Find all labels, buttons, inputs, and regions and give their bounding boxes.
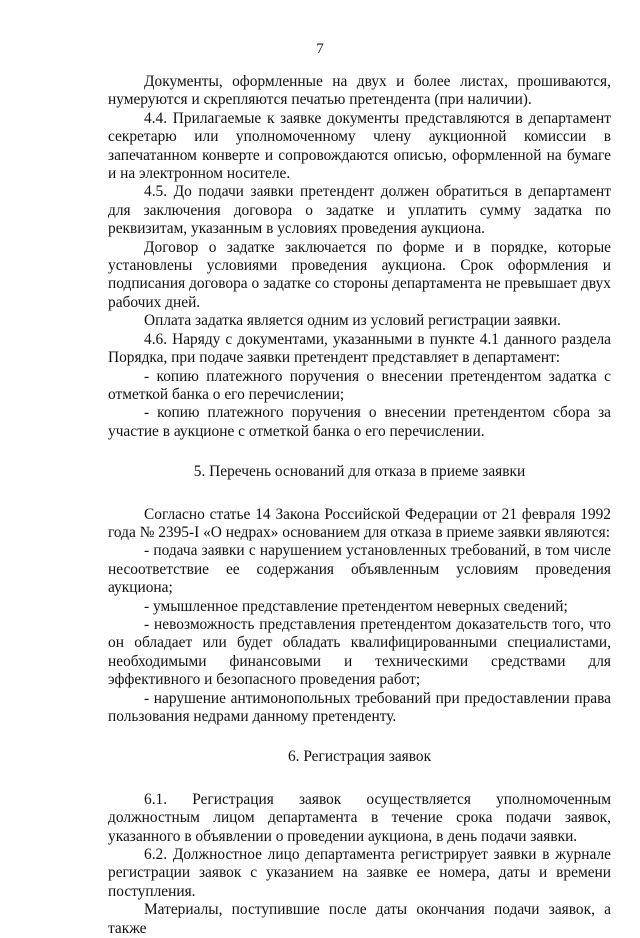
list-item: - подача заявки с нарушением установленных требований, в том числе несоответствие ее содержания объявленным условиям проведения аукциона;	[108, 542, 611, 597]
paragraph: Документы, оформленные на двух и более листах, прошиваются, нумеруются и скрепляются печатью претендента (при наличии).	[108, 73, 611, 109]
list-item: - копию платежного поручения о внесении претендентом задатка с отметкой банка о его перечислении;	[108, 367, 611, 403]
list-item: - копию платежного поручения о внесении претендентом сбора за участие в аукционе с отметкой банка о его перечислении.	[108, 404, 611, 440]
paragraph: 4.6. Наряду с документами, указанными в пункте 4.1 данного раздела Порядка, при подаче заявки претендент представляет в департамент:	[108, 330, 611, 367]
list-item: - умышленное представление претендентом неверных сведений;	[144, 597, 568, 615]
page-number: 7	[316, 41, 324, 57]
section-heading: 6. Регистрация заявок	[287, 748, 432, 766]
paragraph: Договор о задатке заключается по форме и в порядке, которые установлены условиями проведения аукциона. Срок оформления и подписания договора о задатке со стороны департамента не превышает двух рабочих дней.	[108, 238, 611, 311]
document-body	[108, 73, 611, 938]
paragraph: Согласно статье 14 Закона Российской Федерации от 21 февраля 1992 года № 2395-I «О недрах» основанием для отказа в приеме заявки являются:	[108, 505, 611, 541]
section-heading: 5. Перечень оснований для отказа в приеме заявки	[193, 463, 526, 481]
paragraph: 4.4. Прилагаемые к заявке документы представляются в департамент секретарю или уполномоченному члену аукционной комиссии в запечатанном конверте и сопровождаются описью, оформленной на бумаге и на электронном носителе.	[108, 109, 611, 183]
list-item: - нарушение антимонопольных требований при предоставлении права пользования недрами данному претенденту.	[108, 689, 611, 725]
list-item: - невозможность представления претендентом доказательств того, что он обладает или будет обладать квалифицированными специалистами, необходимыми финансовыми и техническими средствами для эффективного и безопасного проведения работ;	[108, 615, 611, 689]
paragraph: 4.5. До подачи заявки претендент должен обратиться в департамент для заключения договора о задатке и уплатить сумму задатка по реквизитам, указанным в условиях проведения аукциона.	[108, 183, 611, 238]
paragraph: 6.1. Регистрация заявок осуществляется уполномоченным должностным лицом департамента в течение срока подачи заявок, указанного в объявлении о проведении аукциона, в день подачи заявки.	[108, 790, 611, 845]
paragraph: 6.2. Должностное лицо департамента регистрирует заявки в журнале регистрации заявок с указанием на заявке ее номера, даты и времени поступления.	[108, 846, 611, 900]
paragraph: Материалы, поступившие после даты окончания подачи заявок, а также	[108, 901, 611, 937]
paragraph: Оплата задатка является одним из условий регистрации заявки.	[144, 312, 561, 330]
